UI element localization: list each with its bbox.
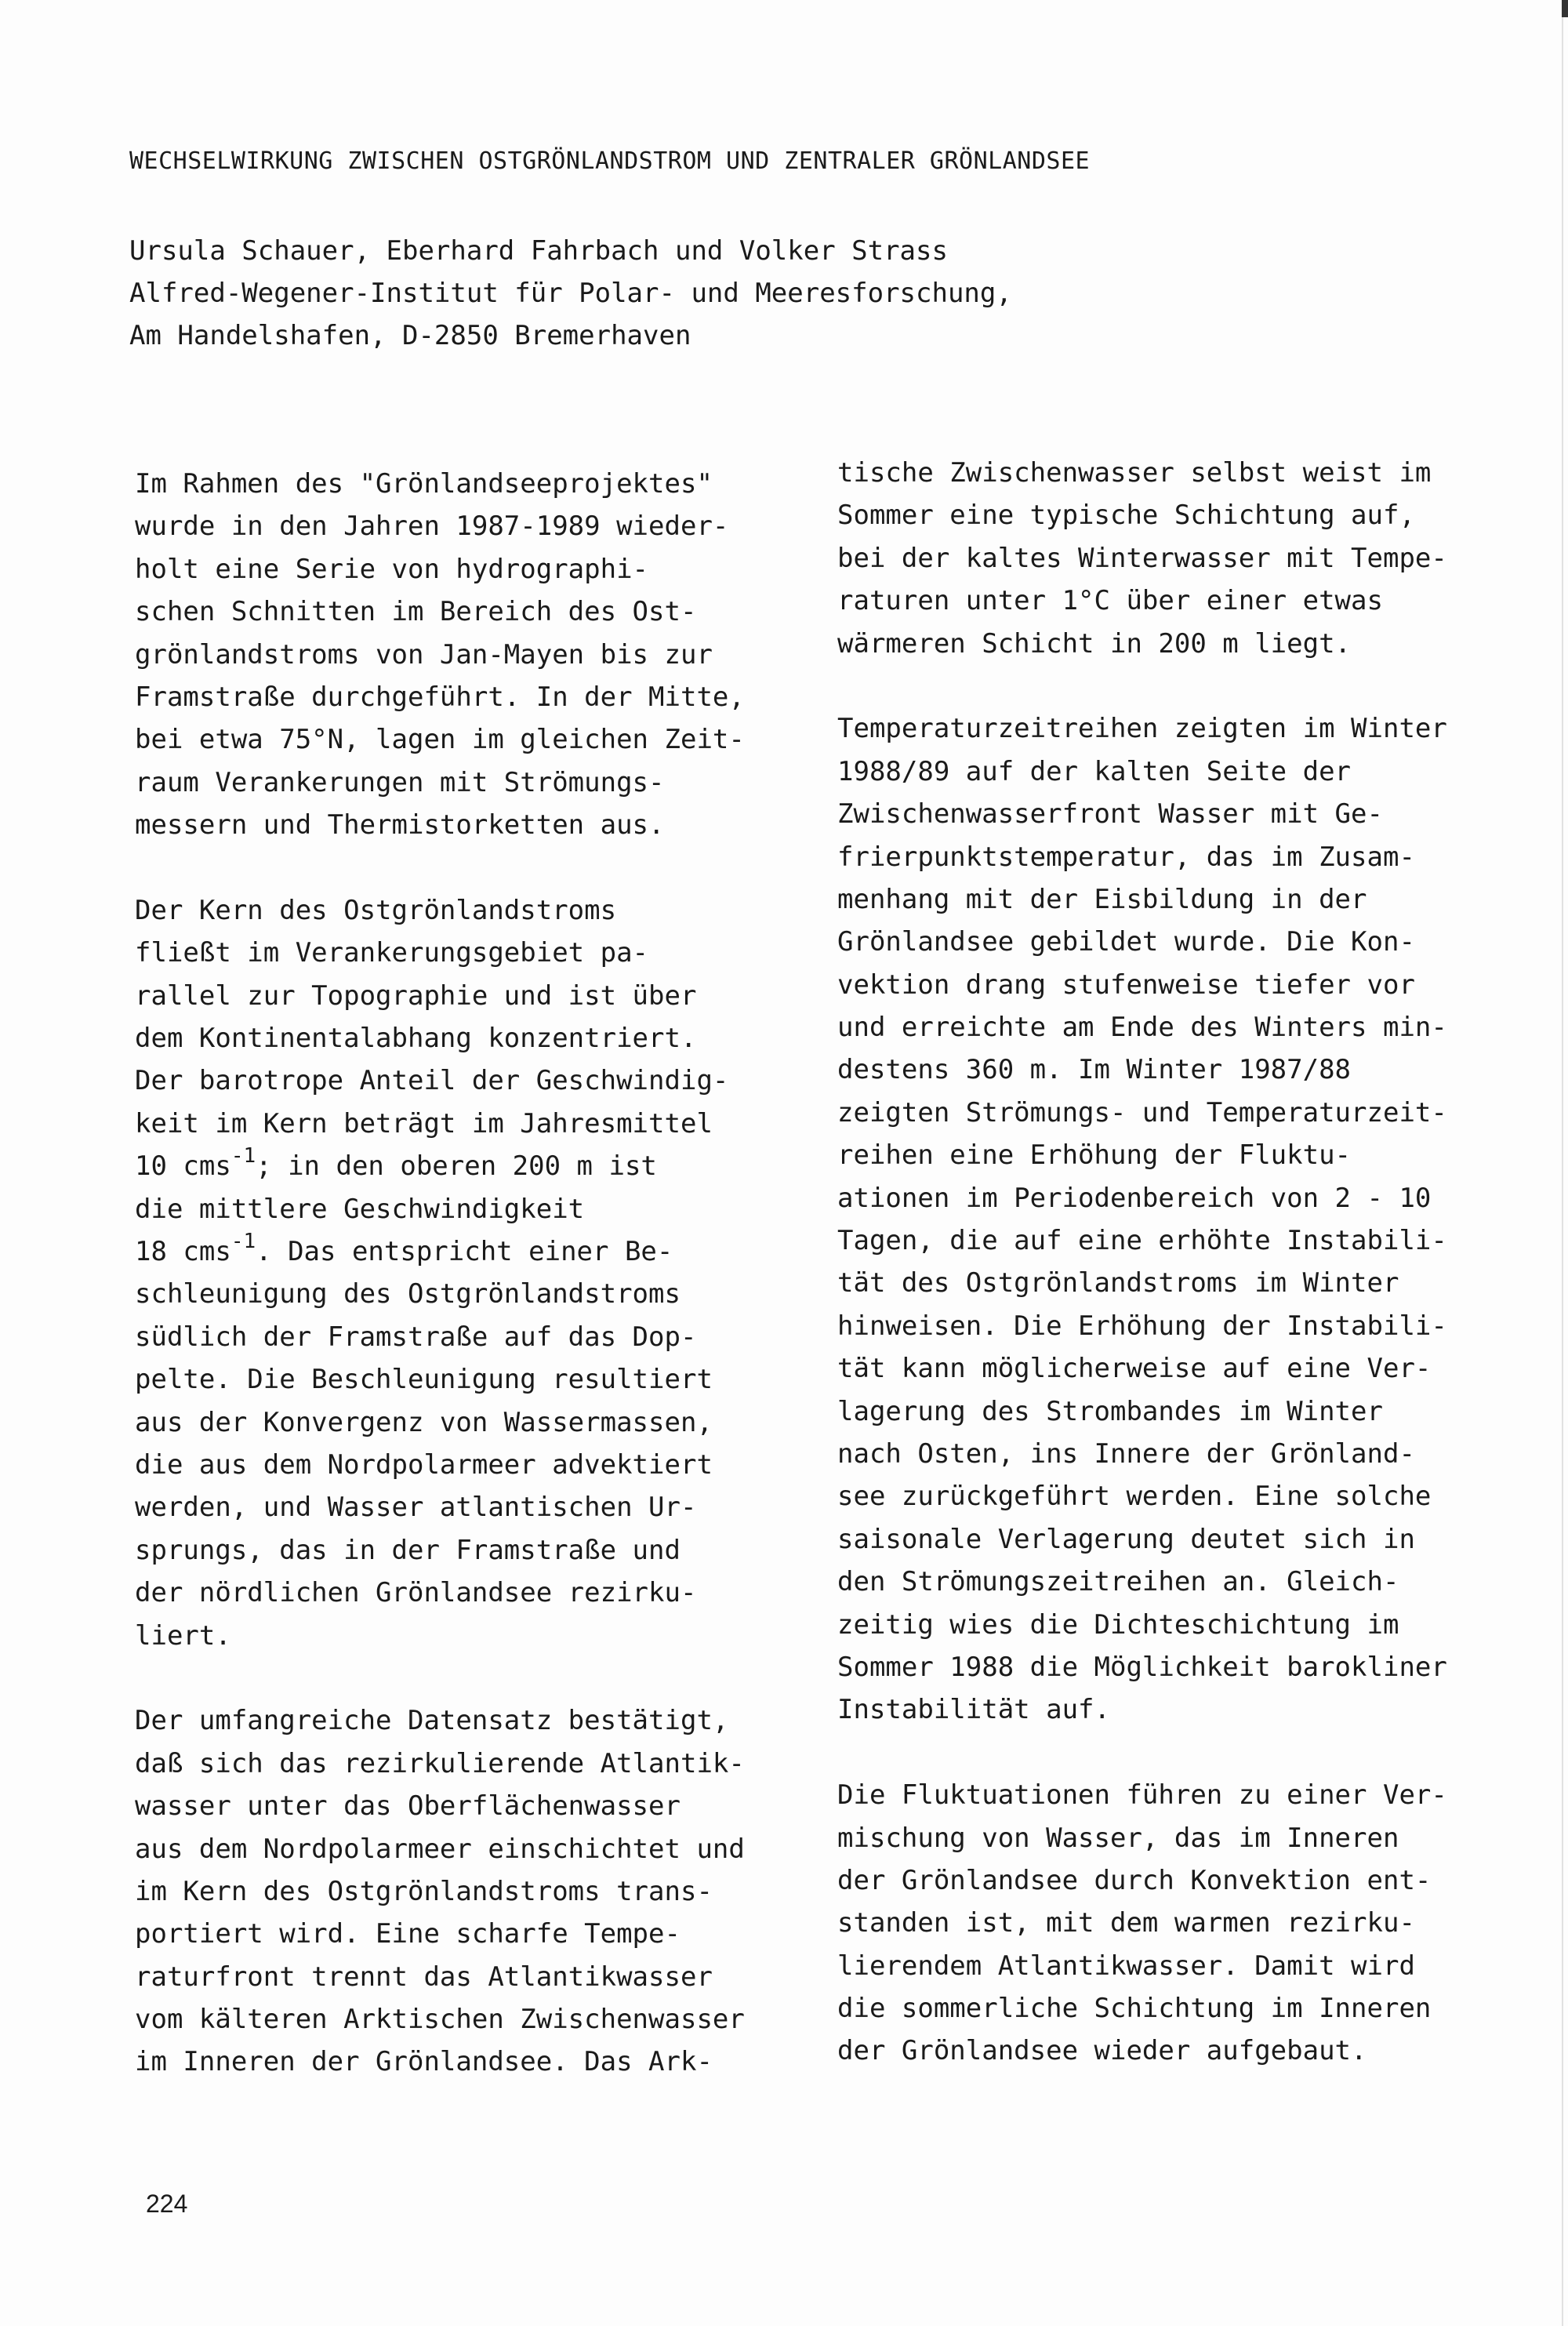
text-line: vom kälteren Arktischen Zwischenwasser [135, 2004, 745, 2036]
text-line: Sommer eine typische Schichtung auf, [837, 500, 1415, 532]
right-column [837, 452, 1496, 2115]
text-line: bei etwa 75°N, lagen im gleichen Zeit- [135, 724, 745, 756]
text-line: vektion drang stufenweise tiefer vor [837, 969, 1415, 1001]
text-line: see zurückgeführt werden. Eine solche [837, 1481, 1432, 1513]
text-line: keit im Kern beträgt im Jahresmittel [135, 1107, 713, 1139]
text-line: standen ist, mit dem warmen rezirku- [837, 1907, 1415, 1939]
text-line: im Inneren der Grönlandsee. Das Ark- [135, 2046, 713, 2078]
text-line: lagerung des Strombandes im Winter [837, 1395, 1383, 1427]
text-line: mischung von Wasser, das im Inneren [837, 1822, 1399, 1854]
text-segment: . Das entspricht einer Be- [256, 1236, 673, 1268]
text-line: daß sich das rezirkulierende Atlantik- [135, 1747, 745, 1779]
text-line: im Kern des Ostgrönlandstroms trans- [135, 1875, 713, 1907]
text-line: grönlandstroms von Jan-Mayen bis zur [135, 638, 713, 671]
text-line: Sommer 1988 die Möglichkeit barokliner [837, 1651, 1447, 1683]
right-paragraph-1 [837, 452, 1496, 665]
text-line: und erreichte am Ende des Winters min- [837, 1012, 1447, 1044]
text-line: den Strömungszeitreihen an. Gleich- [837, 1566, 1399, 1598]
left-paragraph-2 [135, 889, 793, 1657]
author-names: Ursula Schauer, Eberhard Fahrbach und Volker Strass [129, 235, 948, 267]
text-line: dem Kontinentalabhang konzentriert. [135, 1023, 697, 1055]
text-line: 1988/89 auf der kalten Seite der [837, 755, 1352, 787]
text-line: nach Osten, ins Innere der Grönland- [837, 1437, 1415, 1470]
text-line: tät des Ostgrönlandstroms im Winter [837, 1267, 1399, 1299]
text-line: portiert wird. Eine scharfe Tempe- [135, 1918, 681, 1950]
text-line: südlich der Framstraße auf das Dop- [135, 1321, 697, 1353]
text-line: menhang mit der Eisbildung in der [837, 883, 1367, 915]
text-line: reihen eine Erhöhung der Fluktu- [837, 1139, 1352, 1172]
text-line: Temperaturzeitreihen zeigten im Winter [837, 713, 1447, 745]
text-line: aus der Konvergenz von Wassermassen, [135, 1406, 713, 1438]
text-line: Im Rahmen des "Grönlandseeprojektes" [135, 468, 713, 500]
text-line: tische Zwischenwasser selbst weist im [837, 457, 1432, 489]
corner-mark [1562, 0, 1568, 17]
text-line: Der umfangreiche Datensatz bestätigt, [135, 1705, 729, 1737]
text-segment: ; in den oberen 200 m ist [256, 1150, 657, 1183]
text-line: wärmeren Schicht in 200 m liegt. [837, 627, 1352, 660]
text-line: die sommerliche Schichtung im Inneren [837, 1993, 1432, 2025]
text-line: holt eine Serie von hydrographi- [135, 553, 649, 585]
author-block [129, 230, 1012, 357]
page-number: 224 [146, 2190, 188, 2218]
text-segment: 10 cms [135, 1150, 231, 1183]
text-line: hinweisen. Die Erhöhung der Instabili- [837, 1310, 1447, 1342]
article-title: WECHSELWIRKUNG ZWISCHEN OSTGRÖNLANDSTROM UND ZENTRALER GRÖNLANDSEE [129, 147, 1091, 175]
text-line: tät kann möglicherweise auf eine Ver- [837, 1353, 1432, 1385]
text-line: schleunigung des Ostgrönlandstroms [135, 1278, 681, 1310]
text-line: Tagen, die auf eine erhöhte Instabili- [837, 1225, 1447, 1257]
right-paragraph-2 [837, 707, 1496, 1731]
text-line: saisonale Verlagerung deutet sich in [837, 1523, 1415, 1555]
text-line-with-superscript [135, 1145, 793, 1187]
author-institute: Alfred-Wegener-Institut für Polar- und Meeresforschung, [129, 278, 1012, 309]
text-line: Grönlandsee gebildet wurde. Die Kon- [837, 926, 1415, 958]
text-line: die aus dem Nordpolarmeer advektiert [135, 1448, 713, 1481]
text-line: raturfront trennt das Atlantikwasser [135, 1961, 713, 1993]
text-line: zeitig wies die Dichteschichtung im [837, 1608, 1399, 1641]
text-line: frierpunktstemperatur, das im Zusam- [837, 841, 1415, 873]
left-paragraph-1 [135, 463, 793, 847]
left-column [135, 463, 793, 2126]
text-line: die mittlere Geschwindigkeit [135, 1193, 585, 1225]
text-line: der Grönlandsee wieder aufgebaut. [837, 2035, 1367, 2067]
text-line: ationen im Periodenbereich von 2 - 10 [837, 1182, 1432, 1214]
author-address: Am Handelshafen, D-2850 Bremerhaven [129, 320, 691, 351]
text-line: bei der kaltes Winterwasser mit Tempe- [837, 542, 1447, 574]
text-line: fließt im Verankerungsgebiet pa- [135, 937, 649, 969]
text-line: pelte. Die Beschleunigung resultiert [135, 1364, 713, 1396]
text-segment: 18 cms [135, 1236, 231, 1268]
superscript: -1 [230, 1229, 256, 1253]
superscript: -1 [230, 1143, 256, 1168]
text-line: destens 360 m. Im Winter 1987/88 [837, 1054, 1352, 1086]
left-paragraph-3 [135, 1699, 793, 2084]
text-line: liert. [135, 1619, 231, 1652]
text-line: sprungs, das in der Framstraße und [135, 1534, 681, 1566]
page-edge-line [1562, 0, 1563, 2326]
text-line: der nördlichen Grönlandsee rezirku- [135, 1577, 697, 1609]
right-paragraph-3 [837, 1774, 1496, 2073]
text-line: Framstraße durchgeführt. In der Mitte, [135, 681, 745, 713]
text-line: messern und Thermistorketten aus. [135, 809, 665, 841]
text-line: raturen unter 1°C über einer etwas [837, 585, 1383, 617]
text-line: werden, und Wasser atlantischen Ur- [135, 1492, 697, 1524]
text-line: der Grönlandsee durch Konvektion ent- [837, 1864, 1432, 1896]
text-line: aus dem Nordpolarmeer einschichtet und [135, 1833, 745, 1865]
text-line: Der barotrope Anteil der Geschwindig- [135, 1065, 729, 1097]
text-line: zeigten Strömungs- und Temperaturzeit- [837, 1096, 1447, 1128]
text-line: Zwischenwasserfront Wasser mit Ge- [837, 798, 1383, 830]
text-line: Instabilität auf. [837, 1694, 1110, 1726]
text-line: schen Schnitten im Bereich des Ost- [135, 596, 697, 628]
text-line: Der Kern des Ostgrönlandstroms [135, 894, 617, 926]
text-line-with-superscript [135, 1230, 793, 1273]
text-line: rallel zur Topographie und ist über [135, 979, 697, 1012]
text-line: lierendem Atlantikwasser. Damit wird [837, 1950, 1415, 1982]
text-line: raum Verankerungen mit Strömungs- [135, 766, 665, 798]
text-line: Die Fluktuationen führen zu einer Ver- [837, 1779, 1447, 1812]
text-line: wurde in den Jahren 1987-1989 wieder- [135, 511, 729, 543]
text-line: wasser unter das Oberflächenwasser [135, 1790, 681, 1823]
